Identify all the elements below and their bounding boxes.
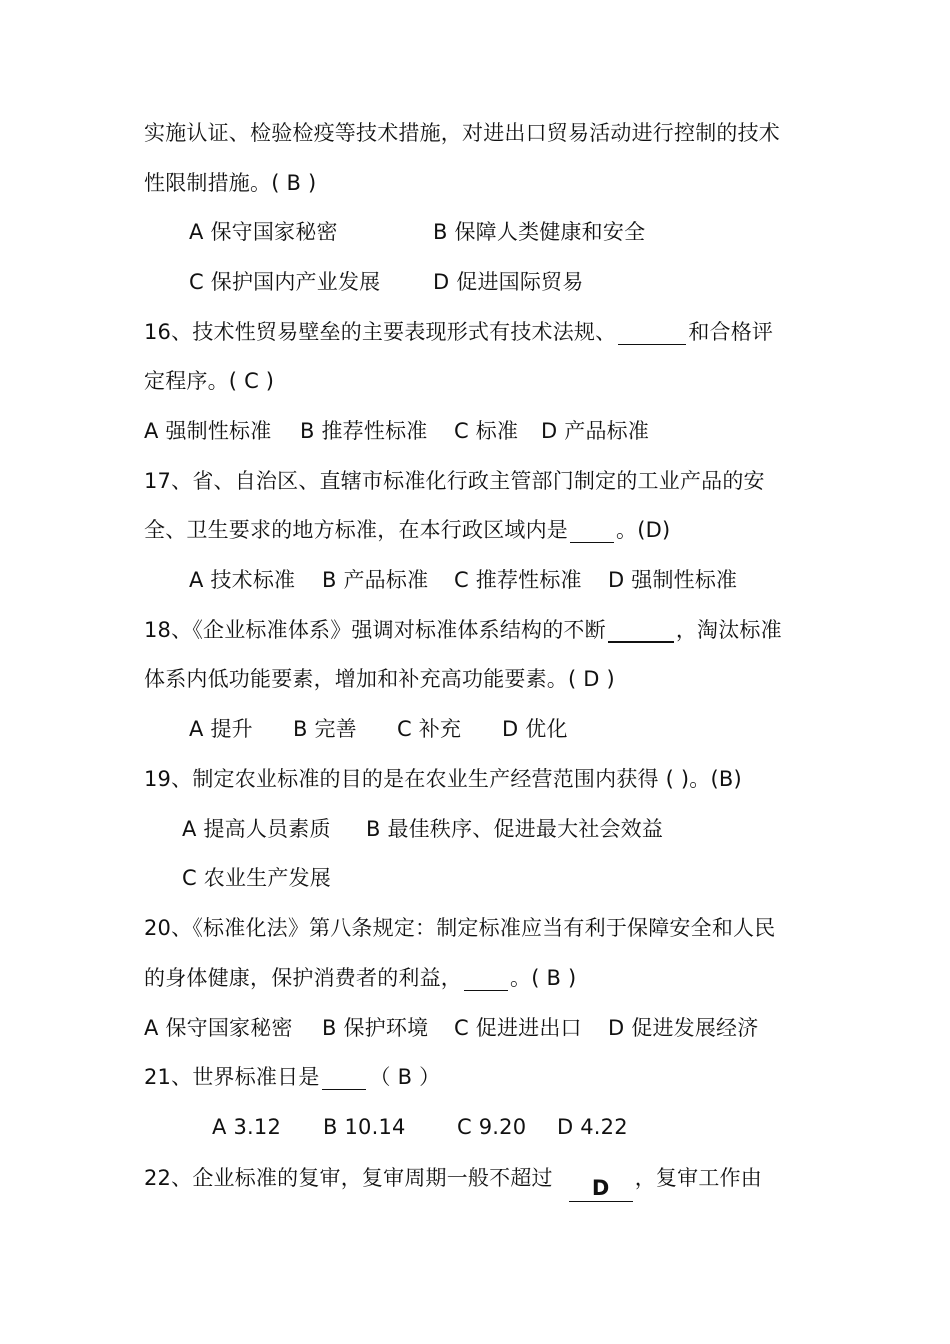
q16-option-a: A 强制性标准 — [144, 419, 272, 443]
q21-text-pre: 21、世界标准日是 — [144, 1065, 320, 1089]
q21-option-b: B 10.14 — [323, 1115, 406, 1139]
q17-text-line1: 17、省、自治区、直辖市标准化行政主管部门制定的工业产品的安 — [144, 469, 765, 493]
q17-option-c: C 推荐性标准 — [454, 568, 582, 592]
q22-text-line1 — [144, 1163, 762, 1202]
q15-option-c: C 保护国内产业发展 — [189, 270, 381, 294]
q18-text-line1 — [144, 615, 782, 645]
q18-answer-blank — [608, 619, 674, 643]
q21-option-c: C 9.20 — [457, 1115, 527, 1139]
q16-text-pre: 16、技术性贸易壁垒的主要表现形式有技术法规、 — [144, 320, 617, 344]
q19-option-b: B 最佳秩序、促进最大社会效益 — [366, 817, 664, 841]
q18-option-b: B 完善 — [293, 717, 357, 741]
q17-option-b: B 产品标准 — [322, 568, 429, 592]
q17-text-pre: 全、卫生要求的地方标准，在本行政区域内是 — [144, 518, 568, 542]
q20-text-pre: 的身体健康，保护消费者的利益， — [144, 966, 462, 990]
q16-option-c: C 标准 — [454, 419, 519, 443]
q17-answer-blank — [570, 520, 614, 543]
q21-text-line1 — [144, 1062, 440, 1092]
q19-text-line1: 19、制定农业标准的目的是在农业生产经营范围内获得 ( )。(B) — [144, 767, 742, 791]
q20-option-c: C 促进进出口 — [454, 1016, 582, 1040]
q20-text-line1: 20、《标准化法》第八条规定：制定标准应当有利于保障安全和人民 — [144, 916, 776, 940]
q20-text-line2 — [144, 963, 576, 993]
q16-text-line2: 定程序。( C ) — [144, 369, 275, 393]
q15-text-line1: 实施认证、检验检疫等技术措施，对进出口贸易活动进行控制的技术 — [144, 121, 780, 145]
q21-text-post: （ B ） — [369, 1065, 441, 1089]
q16-text-post: 和合格评 — [688, 320, 774, 344]
q22-text-post: ，复审工作由 — [634, 1166, 762, 1190]
q18-text-line2: 体系内低功能要素，增加和补充高功能要素。( D ) — [144, 667, 615, 691]
q16-option-b: B 推荐性标准 — [300, 419, 428, 443]
q22-text-pre: 22、企业标准的复审，复审周期一般不超过 — [144, 1166, 553, 1190]
q18-text-pre: 18、《企业标准体系》强调对标准体系结构的不断 — [144, 618, 606, 642]
q22-answer-blank — [569, 1173, 633, 1202]
q15-option-d: D 促进国际贸易 — [433, 270, 584, 294]
q21-option-a: A 3.12 — [212, 1115, 281, 1139]
q21-answer-blank — [322, 1067, 366, 1090]
q17-option-d: D 强制性标准 — [608, 568, 738, 592]
q20-option-b: B 保护环境 — [322, 1016, 429, 1040]
q18-option-c: C 补充 — [397, 717, 462, 741]
q15-option-b: B 保障人类健康和安全 — [433, 220, 646, 244]
q17-option-a: A 技术标准 — [189, 568, 296, 592]
q16-option-d: D 产品标准 — [541, 419, 650, 443]
q16-text-line1 — [144, 317, 773, 347]
q20-option-a: A 保守国家秘密 — [144, 1016, 293, 1040]
q17-text-post: 。(D) — [616, 518, 671, 542]
q19-option-c: C 农业生产发展 — [182, 866, 331, 890]
q18-option-d: D 优化 — [502, 717, 568, 741]
q22-blank-answer: D — [591, 1176, 610, 1200]
q17-text-line2 — [144, 515, 670, 545]
q18-option-a: A 提升 — [189, 717, 253, 741]
q16-answer-blank — [618, 322, 686, 345]
q20-option-d: D 促进发展经济 — [608, 1016, 759, 1040]
q20-text-post: 。( B ) — [510, 966, 577, 990]
q15-text-line2: 性限制措施。( B ) — [144, 171, 317, 195]
q20-answer-blank — [464, 968, 508, 991]
q15-option-a: A 保守国家秘密 — [189, 220, 338, 244]
q19-option-a: A 提高人员素质 — [182, 817, 331, 841]
q18-text-post: ，淘汰标准 — [675, 618, 782, 642]
q21-option-d: D 4.22 — [557, 1115, 628, 1139]
